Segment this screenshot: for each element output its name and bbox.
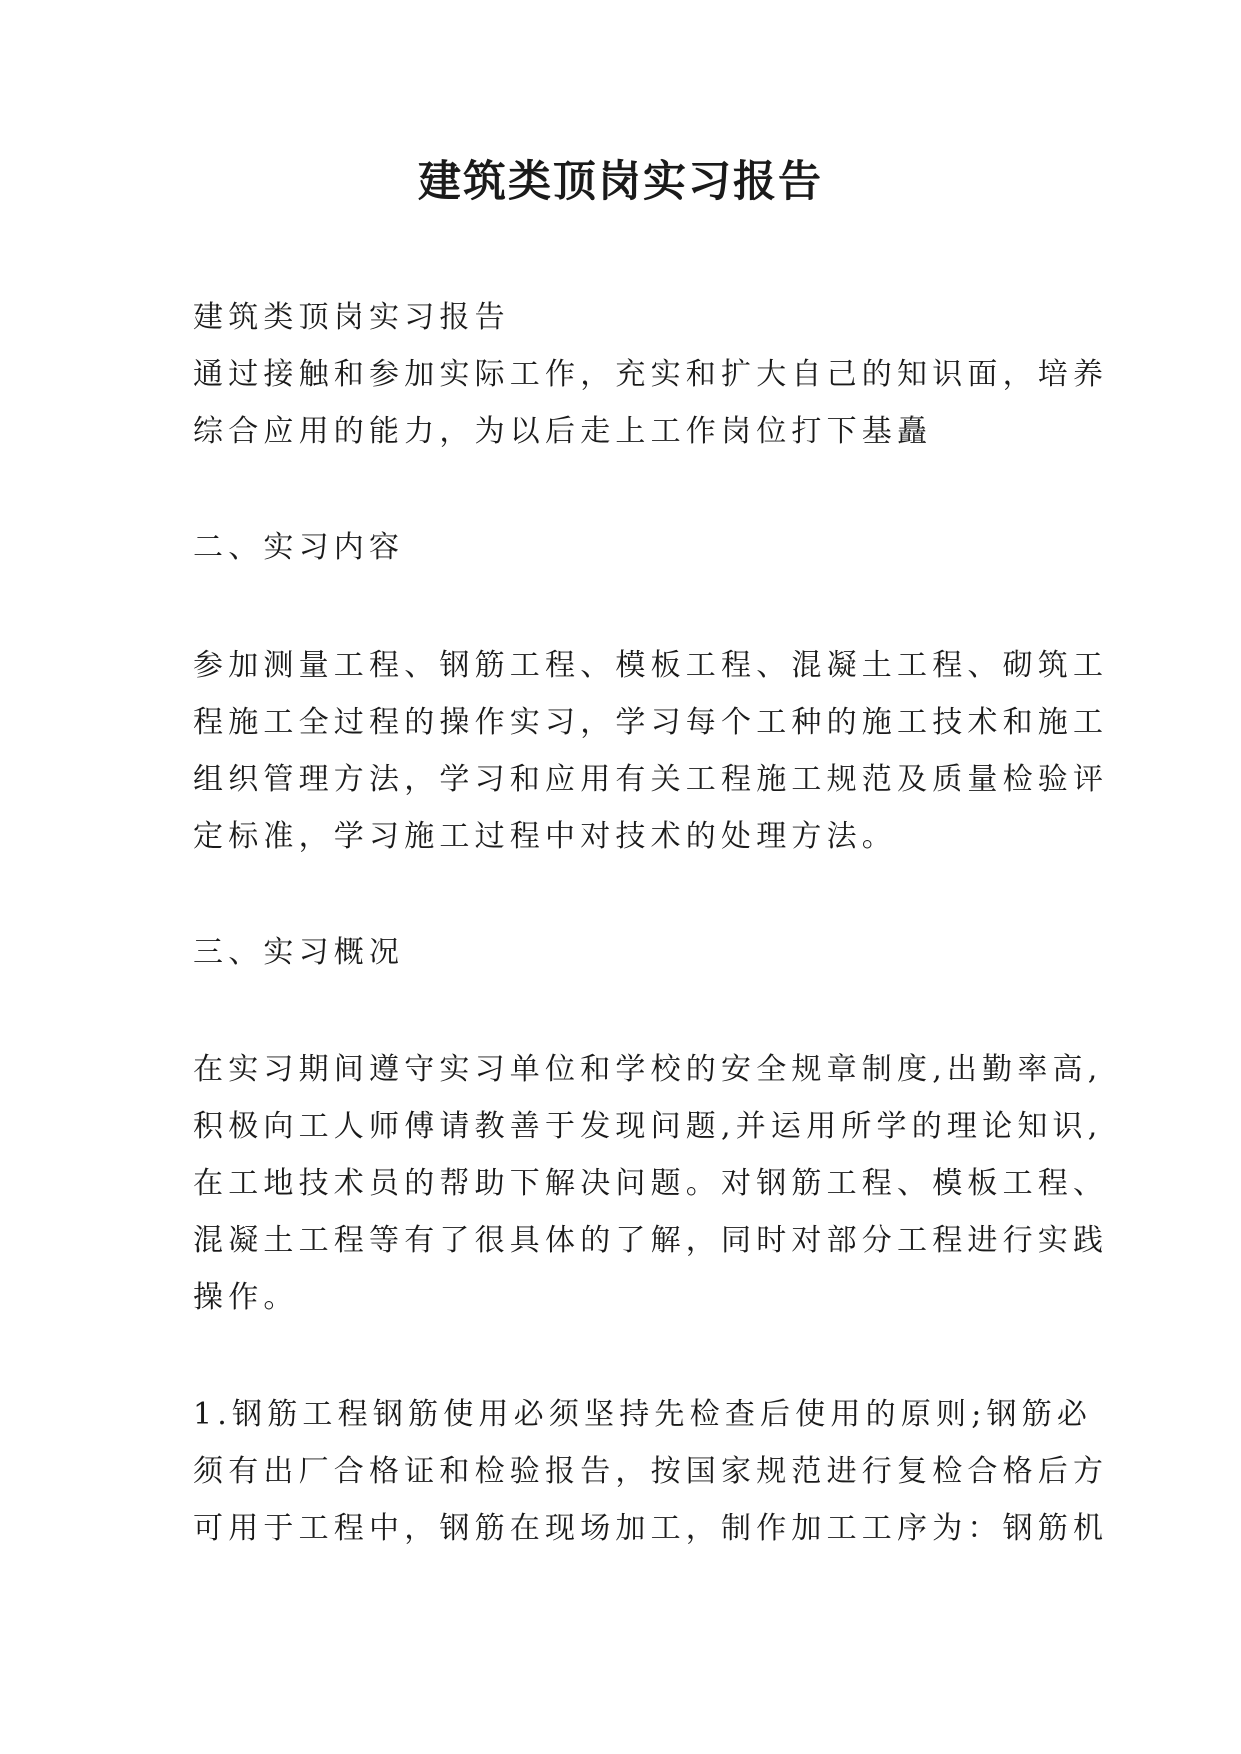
- paragraph-line: 积极向工人师傅请教善于发现问题,并运用所学的理论知识,: [193, 1109, 1103, 1144]
- paragraph-line: 参加测量工程、钢筋工程、模板工程、混凝土工程、砌筑工: [193, 648, 1109, 683]
- paragraph-line: 通过接触和参加实际工作，充实和扩大自己的知识面，培养: [193, 357, 1109, 392]
- document-title: 建筑类顶岗实习报告: [418, 157, 823, 207]
- paragraph-line: 定标准，学习施工过程中对技术的处理方法。: [193, 819, 897, 854]
- paragraph-line: 在工地技术员的帮助下解决问题。对钢筋工程、模板工程、: [193, 1166, 1109, 1201]
- section-heading: 二、实习内容: [193, 530, 405, 565]
- paragraph-line: 综合应用的能力，为以后走上工作岗位打下基矗: [193, 414, 933, 449]
- paragraph-line: 程施工全过程的操作实习，学习每个工种的施工技术和施工: [193, 705, 1109, 740]
- paragraph-line: 在实习期间遵守实习单位和学校的安全规章制度,出勤率高,: [193, 1052, 1103, 1087]
- paragraph-line: 可用于工程中，钢筋在现场加工，制作加工工序为：钢筋机: [193, 1511, 1109, 1546]
- paragraph-line: 混凝土工程等有了很具体的了解，同时对部分工程进行实践: [193, 1223, 1109, 1258]
- paragraph-line: 1.钢筋工程钢筋使用必须坚持先检查后使用的原则;钢筋必: [193, 1397, 1093, 1432]
- paragraph-line: 须有出厂合格证和检验报告，按国家规范进行复检合格后方: [193, 1454, 1109, 1489]
- paragraph-line: 组织管理方法，学习和应用有关工程施工规范及质量检验评: [193, 762, 1109, 797]
- paragraph-line: 建筑类顶岗实习报告: [193, 300, 510, 335]
- section-heading: 三、实习概况: [193, 935, 405, 970]
- paragraph-line: 操作。: [193, 1280, 299, 1315]
